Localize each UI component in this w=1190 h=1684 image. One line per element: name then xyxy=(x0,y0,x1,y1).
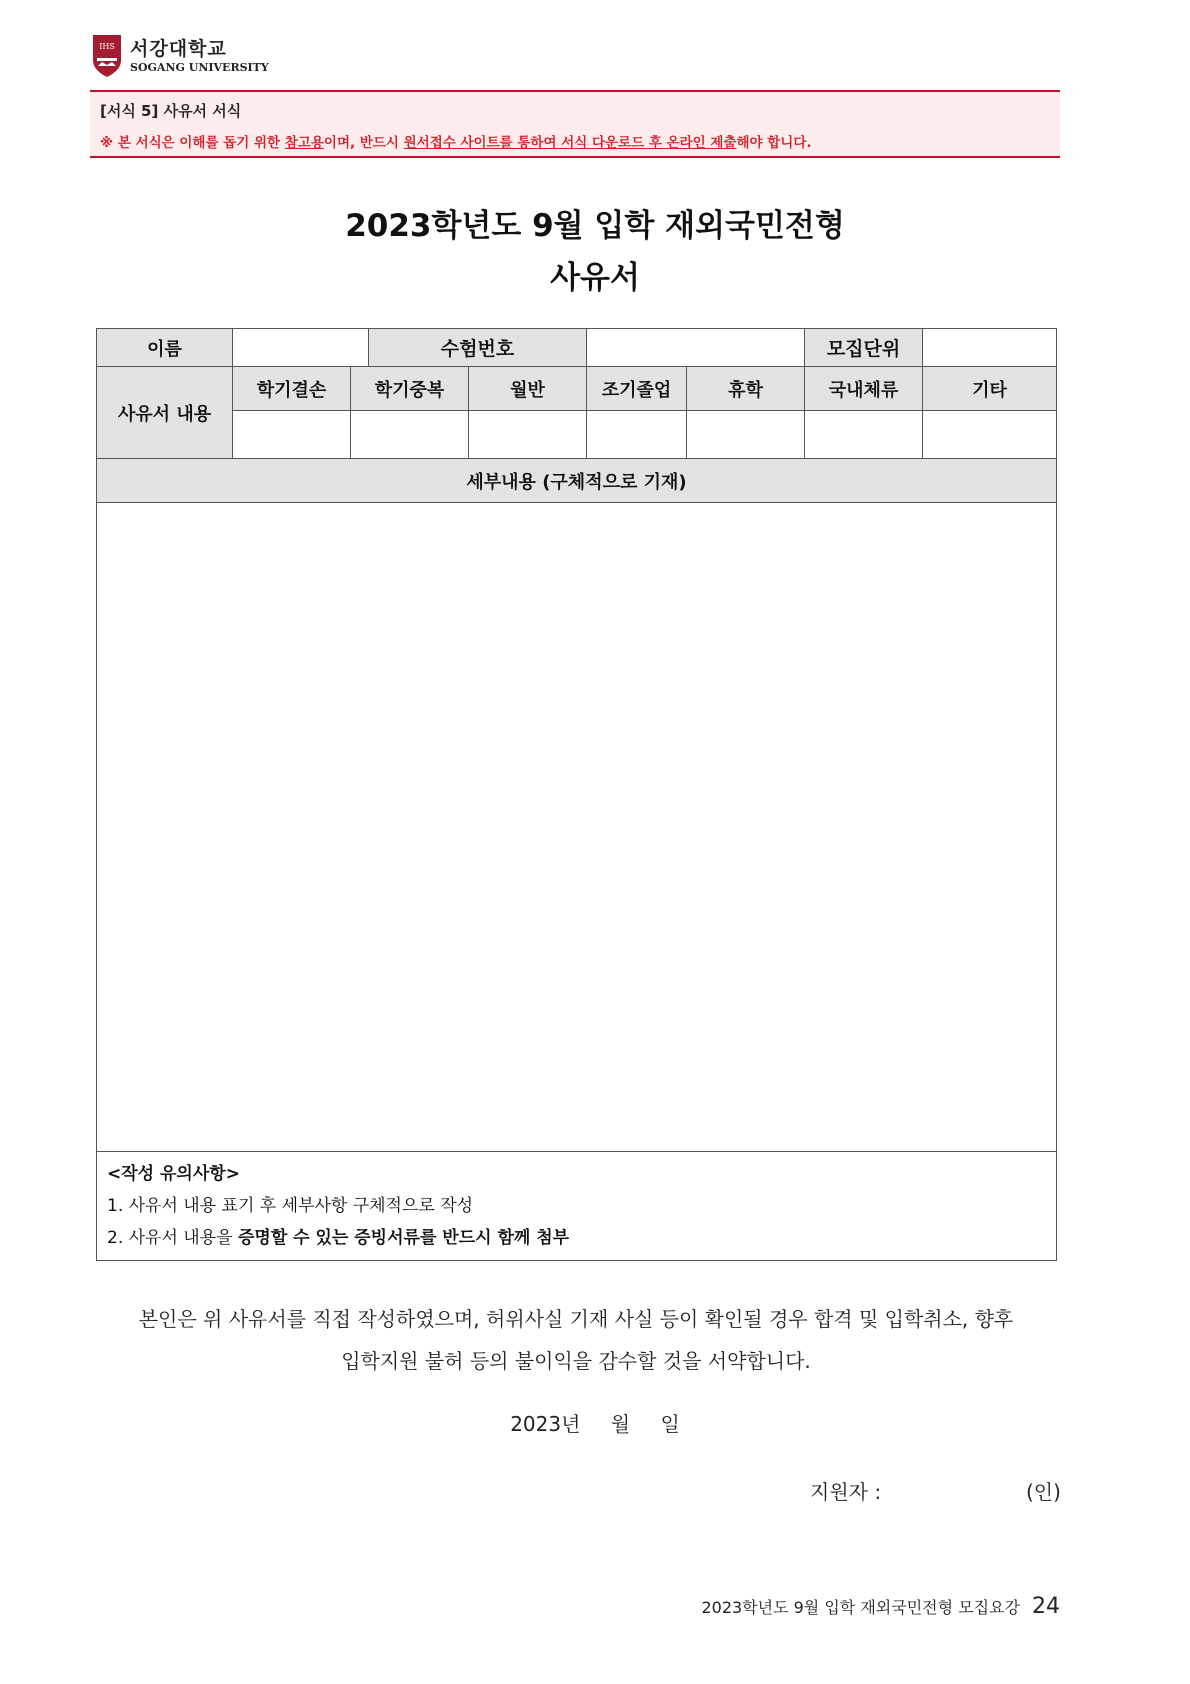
name-field[interactable] xyxy=(233,329,369,367)
details-header: 세부내용 (구체적으로 기재) xyxy=(97,459,1057,503)
logo-korean: 서강대학교 xyxy=(130,37,227,60)
reason-check-cell[interactable] xyxy=(469,411,587,459)
seal-label: (인) xyxy=(1026,1480,1061,1504)
reason-header: 월반 xyxy=(469,367,587,411)
reason-check-cell[interactable] xyxy=(805,411,923,459)
pledge-statement xyxy=(96,1298,1056,1382)
notes-item xyxy=(107,1222,1046,1254)
applicant-label: 지원자 : xyxy=(810,1480,882,1504)
reason-check-cell[interactable] xyxy=(587,411,687,459)
reason-header: 국내체류 xyxy=(805,367,923,411)
warning-part: 이며, 반드시 xyxy=(323,135,404,151)
document-subtitle: 사유서 xyxy=(550,260,640,296)
shield-icon xyxy=(92,34,122,78)
notice-warning xyxy=(100,131,1050,151)
reason-header: 학기중복 xyxy=(351,367,469,411)
notes-item: 1. 사유서 내용 표기 후 세부사항 구체적으로 작성 xyxy=(107,1196,474,1216)
reason-check-cell[interactable] xyxy=(923,411,1057,459)
reason-check-cell[interactable] xyxy=(687,411,805,459)
reason-header: 조기졸업 xyxy=(587,367,687,411)
notes-item-prefix: 2. 사유서 내용을 xyxy=(107,1228,238,1248)
reason-form-table xyxy=(96,328,1057,1261)
writing-notes xyxy=(97,1152,1057,1261)
notice-box xyxy=(90,90,1060,158)
warning-part-underlined: 원서접수 사이트를 통하여 서식 다운로드 후 온라인 제출 xyxy=(403,135,737,151)
exam-number-label: 수험번호 xyxy=(369,329,587,367)
shield-text: IHS xyxy=(99,42,115,51)
university-logo xyxy=(92,34,269,78)
date-line: 2023년 월 일 xyxy=(510,1412,680,1436)
reason-header: 기타 xyxy=(923,367,1057,411)
reason-content-label: 사유서 내용 xyxy=(97,367,233,459)
recruitment-unit-field[interactable] xyxy=(923,329,1057,367)
notes-heading: <작성 유의사항> xyxy=(107,1164,240,1184)
exam-number-field[interactable] xyxy=(587,329,805,367)
recruitment-unit-label: 모집단위 xyxy=(805,329,923,367)
name-label: 이름 xyxy=(97,329,233,367)
reason-header: 휴학 xyxy=(687,367,805,411)
footer-text: 2023학년도 9월 입학 재외국민전형 모집요강 xyxy=(701,1598,1020,1617)
details-text-area[interactable] xyxy=(97,503,1057,1152)
page-footer xyxy=(701,1594,1060,1619)
pledge-line: 입학지원 불허 등의 불이익을 감수할 것을 서약합니다. xyxy=(341,1349,811,1373)
reason-check-cell[interactable] xyxy=(233,411,351,459)
form-number: [서식 5] 사유서 서식 xyxy=(100,102,242,120)
notes-item-emphasis: 증명할 수 있는 증빙서류를 반드시 함께 첨부 xyxy=(237,1228,570,1248)
logo-english: SOGANG UNIVERSITY xyxy=(130,60,269,74)
reason-check-cell[interactable] xyxy=(351,411,469,459)
page-number: 24 xyxy=(1032,1594,1060,1619)
pledge-line: 본인은 위 사유서를 직접 작성하였으며, 허위사실 기재 사실 등이 확인될 경우 합격 및 입학취소, 향후 xyxy=(138,1307,1014,1331)
warning-part: 해야 합니다. xyxy=(736,135,812,151)
document-title: 2023학년도 9월 입학 재외국민전형 xyxy=(345,208,845,244)
warning-part-underlined: 참고용 xyxy=(284,135,324,151)
reason-header: 학기결손 xyxy=(233,367,351,411)
warning-part: ※ 본 서식은 이해를 돕기 위한 xyxy=(100,135,285,151)
